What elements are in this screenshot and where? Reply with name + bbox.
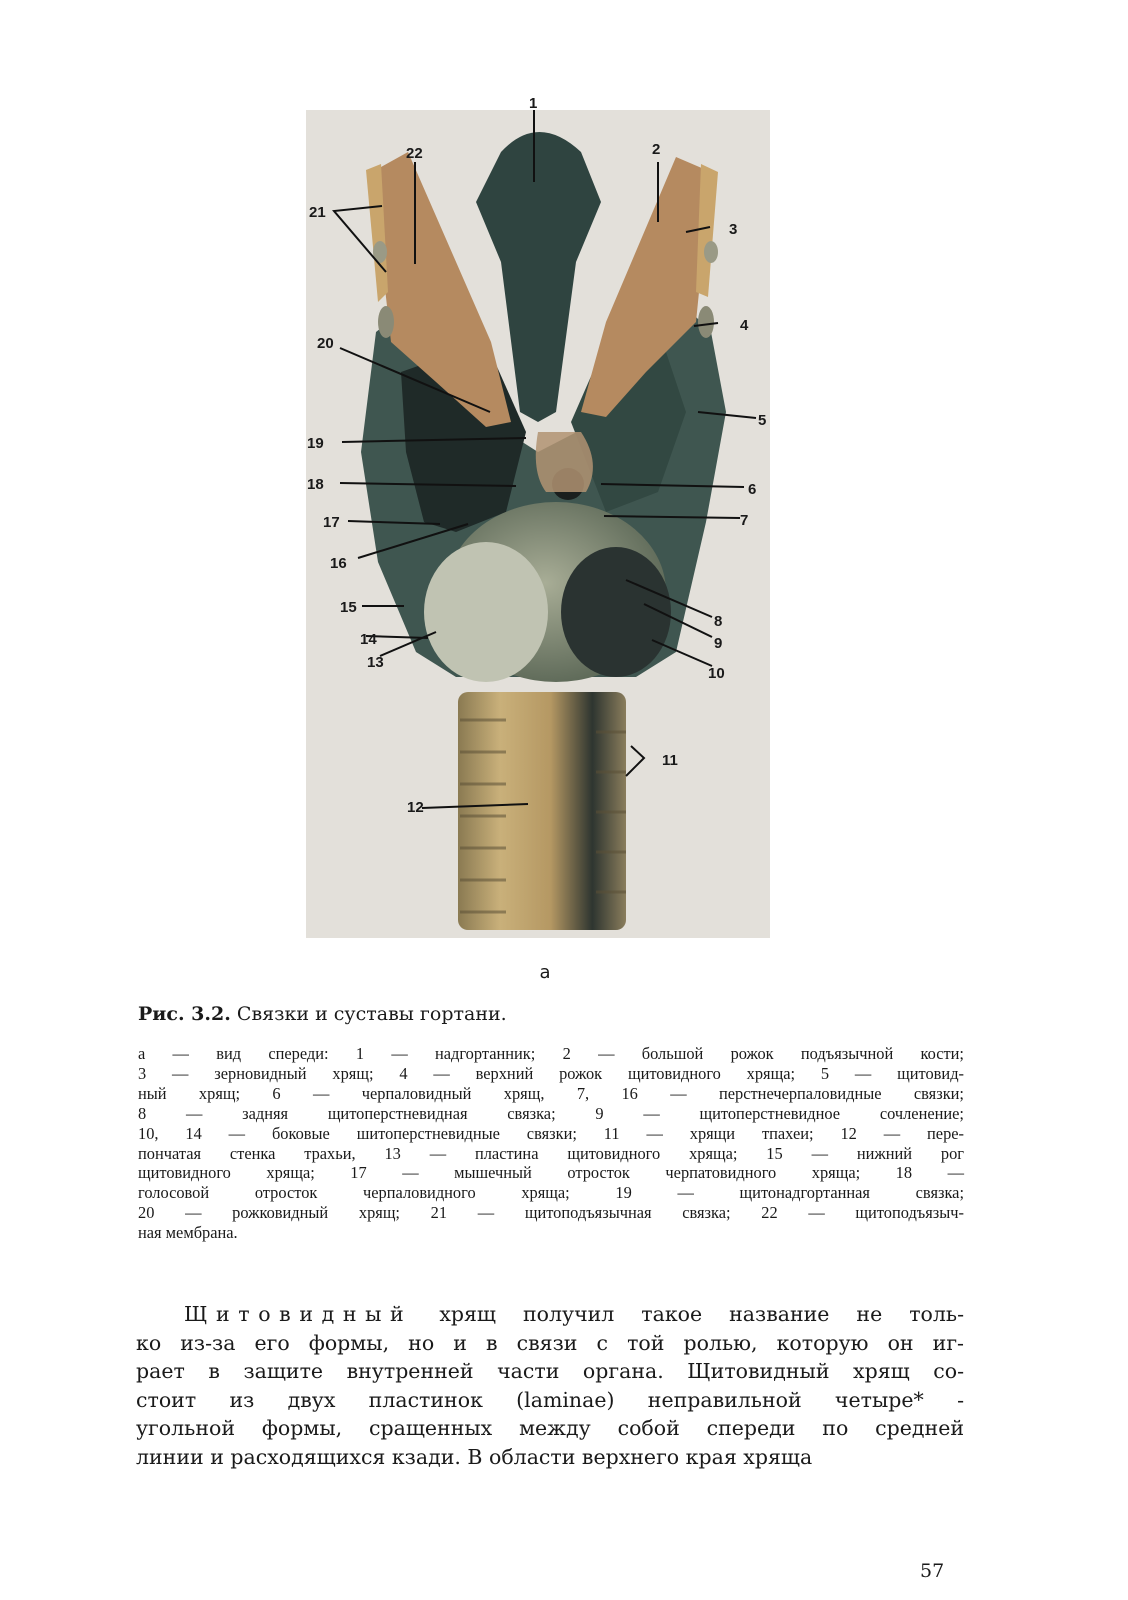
label-1: 1: [529, 95, 538, 112]
body-line: рает в защите внутренней части органа. Щитовидный хрящ со-: [136, 1359, 964, 1383]
body-line: угольной формы, сращенных между собой спереди по средней: [136, 1416, 964, 1440]
legend-line: 10, 14 — боковые шитоперстневидные связки; 11 — хрящи тпахеи; 12 — пере-: [138, 1123, 964, 1143]
legend-line: голосовой отросток черпаловидного хряща; 19 — щитонадгортанная связка;: [138, 1183, 964, 1203]
label-5: 5: [758, 412, 767, 429]
legend-line: 3 — зерновидный хрящ; 4 — верхний рожок щитовидного хряща; 5 — щитовид-: [138, 1063, 964, 1083]
label-3: 3: [729, 221, 738, 238]
label-15: 15: [340, 599, 357, 616]
caption-title: Связки и суставы гортани.: [236, 1003, 507, 1025]
body-line: линии и расходящихся кзади. В области верхнего края хряща: [136, 1444, 813, 1469]
label-2: 2: [652, 141, 661, 158]
legend-line: 20 — рожковидный хрящ; 21 — щитоподъязычная связка; 22 — щитоподъязыч-: [138, 1203, 964, 1223]
legend-line: щитовидного хряща; 17 — мышечный отросток черпатовидного хряща; 18 —: [138, 1163, 964, 1183]
body-line-first-rest: хрящ получил такое название не толь-: [439, 1302, 964, 1326]
label-8: 8: [714, 613, 723, 630]
trachea: [458, 692, 626, 930]
spaced-term: Щитовидный: [184, 1302, 413, 1326]
label-9: 9: [714, 635, 723, 652]
figure-legend: [138, 1044, 964, 1243]
label-20: 20: [317, 335, 334, 352]
label-4: 4: [740, 317, 749, 334]
label-13: 13: [367, 654, 384, 671]
label-19: 19: [307, 435, 324, 452]
label-22: 22: [406, 145, 423, 162]
figure-letter: а: [539, 962, 551, 983]
label-14: 14: [360, 631, 377, 648]
legend-line: пончатая стенка трахьи, 13 — пластина щитовидного хряща; 15 — нижний рог: [138, 1143, 964, 1163]
legend-line: ная мембрана.: [138, 1223, 238, 1243]
legend-line: ный хрящ; 6 — черпаловидный хрящ, 7, 16 — перстнечерпаловидные связки;: [138, 1083, 964, 1103]
larynx-ligaments-figure: [306, 92, 788, 962]
label-17: 17: [323, 514, 340, 531]
label-21: 21: [309, 204, 326, 221]
figure-caption: [138, 1003, 507, 1025]
legend-line: 8 — задняя щитоперстневидная связка; 9 — щитоперстневидное сочленение;: [138, 1103, 964, 1123]
body-line: стоит из двух пластинок (laminae) неправильной четыре* -: [136, 1387, 964, 1412]
page-number: 57: [920, 1560, 945, 1582]
larynx-illustration: [306, 92, 788, 962]
legend-line: а — вид спереди: 1 — надгортанник; 2 — большой рожок подъязычной кости;: [138, 1044, 964, 1063]
label-10: 10: [708, 665, 725, 682]
label-18: 18: [307, 476, 324, 493]
label-12: 12: [407, 799, 424, 816]
body-paragraph: [136, 1300, 964, 1471]
body-line-first: [136, 1300, 964, 1329]
label-11: 11: [662, 752, 678, 769]
label-7: 7: [740, 512, 749, 529]
body-line: ко из-за его формы, но и в связи с той ролью, которую он иг-: [136, 1330, 964, 1355]
label-6: 6: [748, 481, 757, 498]
caption-prefix: Рис. 3.2.: [138, 1003, 231, 1025]
label-16: 16: [330, 555, 347, 572]
